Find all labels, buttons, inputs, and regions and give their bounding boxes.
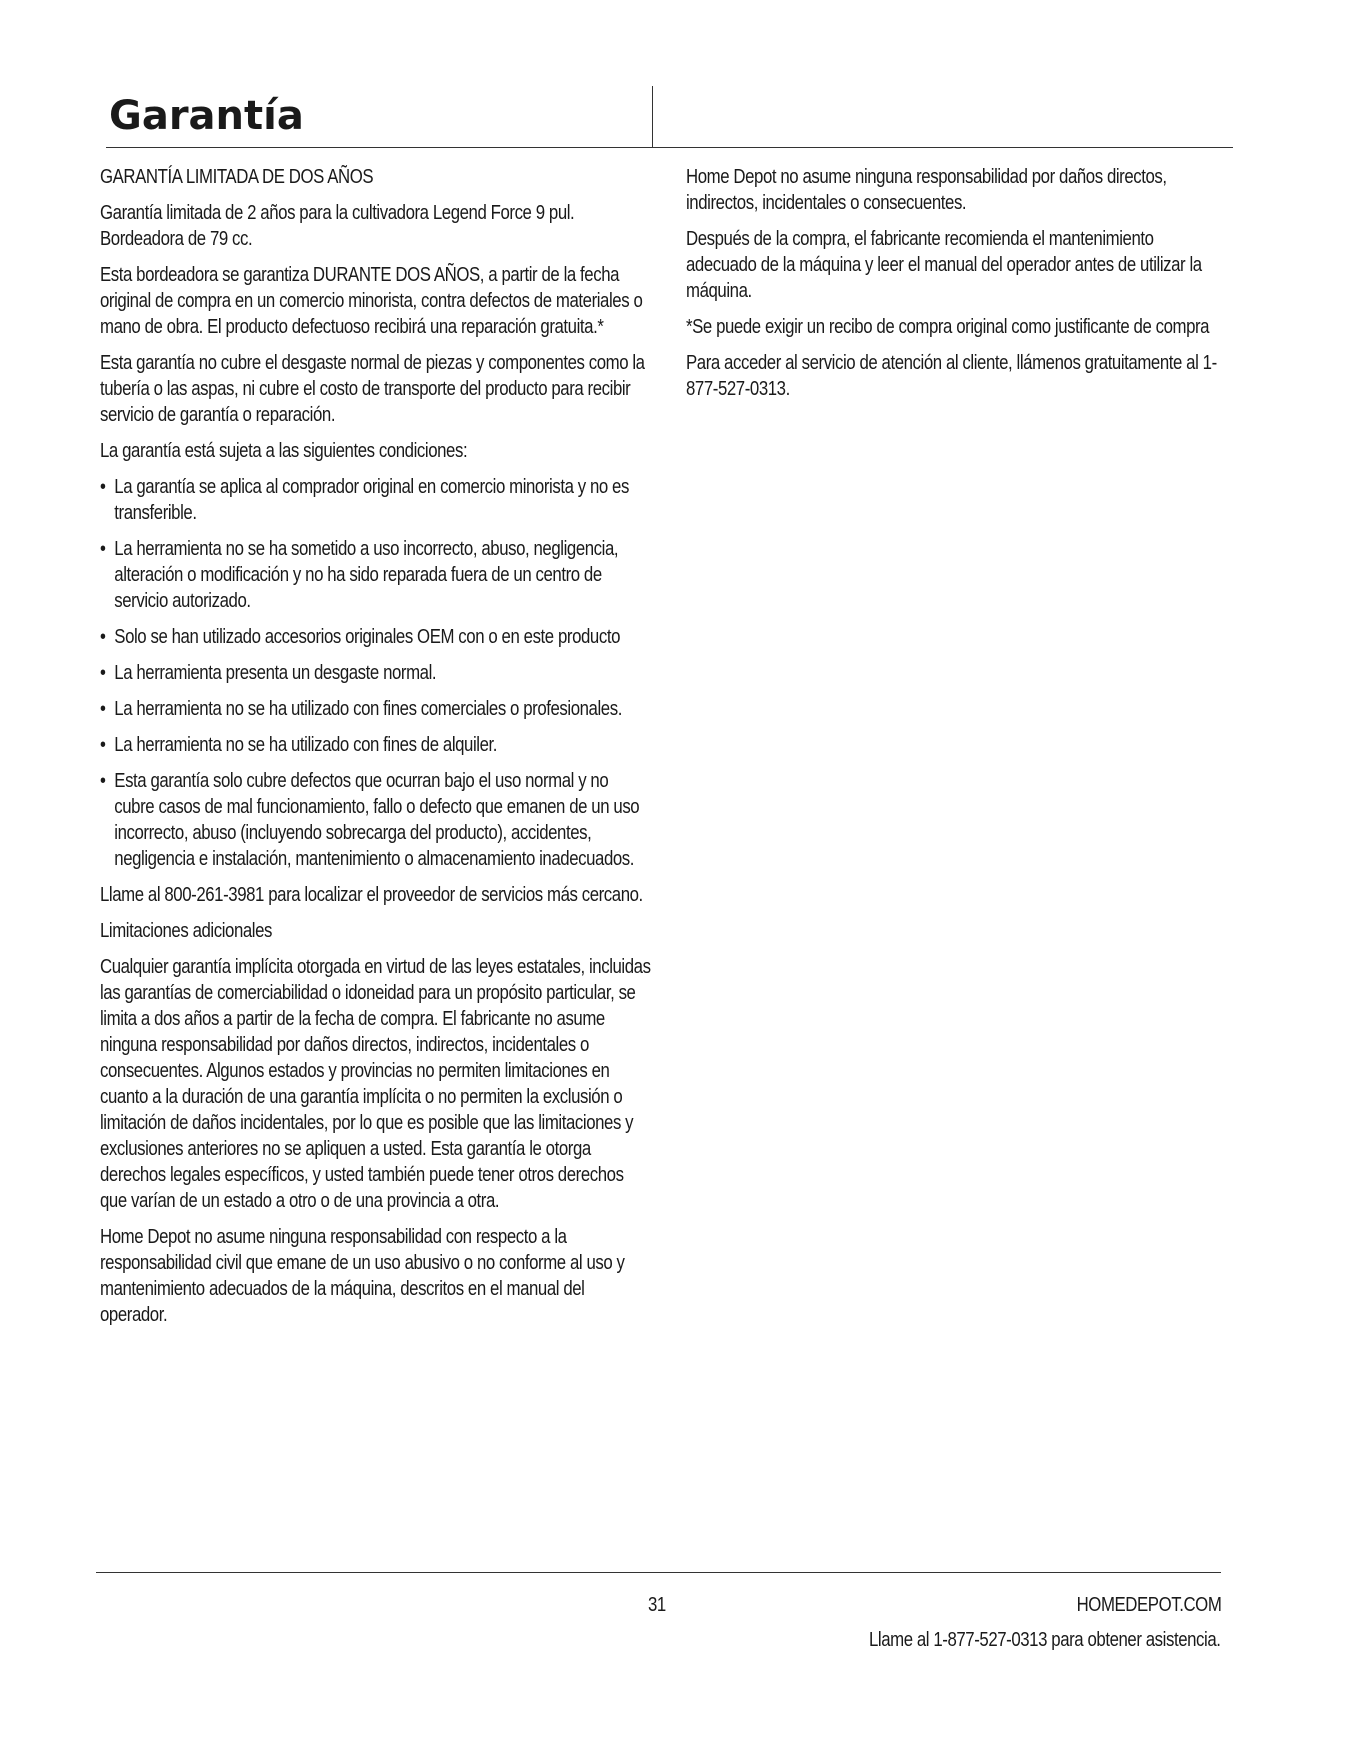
- list-item: [100, 768, 651, 872]
- page-number: 31: [648, 1594, 666, 1616]
- bullet-icon: •: [100, 626, 106, 648]
- list-item: [100, 732, 651, 758]
- bullet-icon: •: [100, 538, 106, 560]
- warranty-exclusions: Esta garantía no cubre el desgaste normal de piezas y componentes como la tubería o las aspas, ni cubre el costo de transporte del producto para recibir servicio de garantía o reparación.: [100, 352, 645, 426]
- list-item: [100, 474, 651, 526]
- condition-text: La herramienta no se ha sometido a uso incorrecto, abuso, negligencia, alteración o modificación y no ha sido reparada fuera de un centro de servicio autorizado.: [114, 538, 619, 612]
- bullet-icon: •: [100, 662, 106, 684]
- website-link[interactable]: HOMEDEPOT.COM: [1076, 1594, 1221, 1616]
- list-item: [100, 536, 651, 614]
- right-column: [686, 164, 1227, 412]
- limitations-text: Cualquier garantía implícita otorgada en virtud de las leyes estatales, incluidas las garantías de comerciabilidad o idoneidad para un propósito particular, se limita a dos años a partir de la fecha de compra. El fabricante no asume ninguna responsabilidad por daños directos, indirectos, incidentales o consecuentes. Algunos estados y provincias no permiten limitaciones en cuanto a la duración de una garantía implícita o no permiten la exclusión o limitación de daños incidentales, por lo que es posible que las limitaciones y exclusiones anteriores no se apliquen a usted. Esta garantía le otorga derechos legales específicos, y usted también puede tener otros derechos que varían de un estado a otro o de una provincia a otra.: [100, 956, 651, 1212]
- page-title: Garantía: [109, 93, 304, 139]
- receipt-text: *Se puede exigir un recibo de compra original como justificante de compra: [686, 316, 1210, 338]
- bullet-icon: •: [100, 698, 106, 720]
- condition-text: La herramienta no se ha utilizado con fines de alquiler.: [114, 734, 498, 756]
- left-column: [100, 164, 651, 1338]
- maintenance-text: Después de la compra, el fabricante recomienda el mantenimiento adecuado de la máquina y leer el manual del operador antes de utilizar la máquina.: [686, 228, 1202, 302]
- bullet-icon: •: [100, 476, 106, 498]
- warranty-heading: GARANTÍA LIMITADA DE DOS AÑOS: [100, 166, 374, 188]
- condition-text: La herramienta presenta un desgaste normal.: [114, 662, 437, 684]
- damages-text: Home Depot no asume ninguna responsabilidad por daños directos, indirectos, incidentales o consecuentes.: [686, 166, 1167, 214]
- warranty-intro: Garantía limitada de 2 años para la cultivadora Legend Force 9 pul. Bordeadora de 79 cc.: [100, 202, 575, 250]
- conditions-list: [100, 474, 651, 872]
- liability-text: Home Depot no asume ninguna responsabilidad con respecto a la responsabilidad civil que emane de un uso abusivo o no conforme al uso y mantenimiento adecuados de la máquina, descritos en el manual del operador.: [100, 1226, 625, 1326]
- warranty-coverage: Esta bordeadora se garantiza DURANTE DOS AÑOS, a partir de la fecha original de compra en un comercio minorista, contra defectos de materiales o mano de obra. El producto defectuoso recibirá una reparación gratuita.*: [100, 264, 643, 338]
- limitations-heading: Limitaciones adicionales: [100, 920, 273, 942]
- customer-service-text: Para acceder al servicio de atención al cliente, llámenos gratuitamente al 1-877-527-0313.: [686, 352, 1217, 400]
- title-rule: [106, 147, 1233, 148]
- help-phone-line: Llame al 1-877-527-0313 para obtener asistencia.: [869, 1629, 1221, 1651]
- condition-text: La garantía se aplica al comprador original en comercio minorista y no es transferible.: [114, 476, 629, 524]
- list-item: [100, 696, 651, 722]
- condition-text: Solo se han utilizado accesorios originales OEM con o en este producto: [114, 626, 620, 648]
- condition-text: Esta garantía solo cubre defectos que ocurran bajo el uso normal y no cubre casos de mal funcionamiento, fallo o defecto que emanen de un uso incorrecto, abuso (incluyendo sobrecarga del producto), accidentes, negligencia e instalación, mantenimiento o almacenamiento inadecuados.: [114, 770, 640, 870]
- list-item: [100, 660, 651, 686]
- conditions-intro: La garantía está sujeta a las siguientes condiciones:: [100, 440, 468, 462]
- footer-rule: [96, 1572, 1221, 1573]
- service-call-text: Llame al 800-261-3981 para localizar el proveedor de servicios más cercano.: [100, 884, 643, 906]
- list-item: [100, 624, 651, 650]
- condition-text: La herramienta no se ha utilizado con fines comerciales o profesionales.: [114, 698, 622, 720]
- bullet-icon: •: [100, 770, 106, 792]
- title-divider-tick: [652, 86, 653, 148]
- bullet-icon: •: [100, 734, 106, 756]
